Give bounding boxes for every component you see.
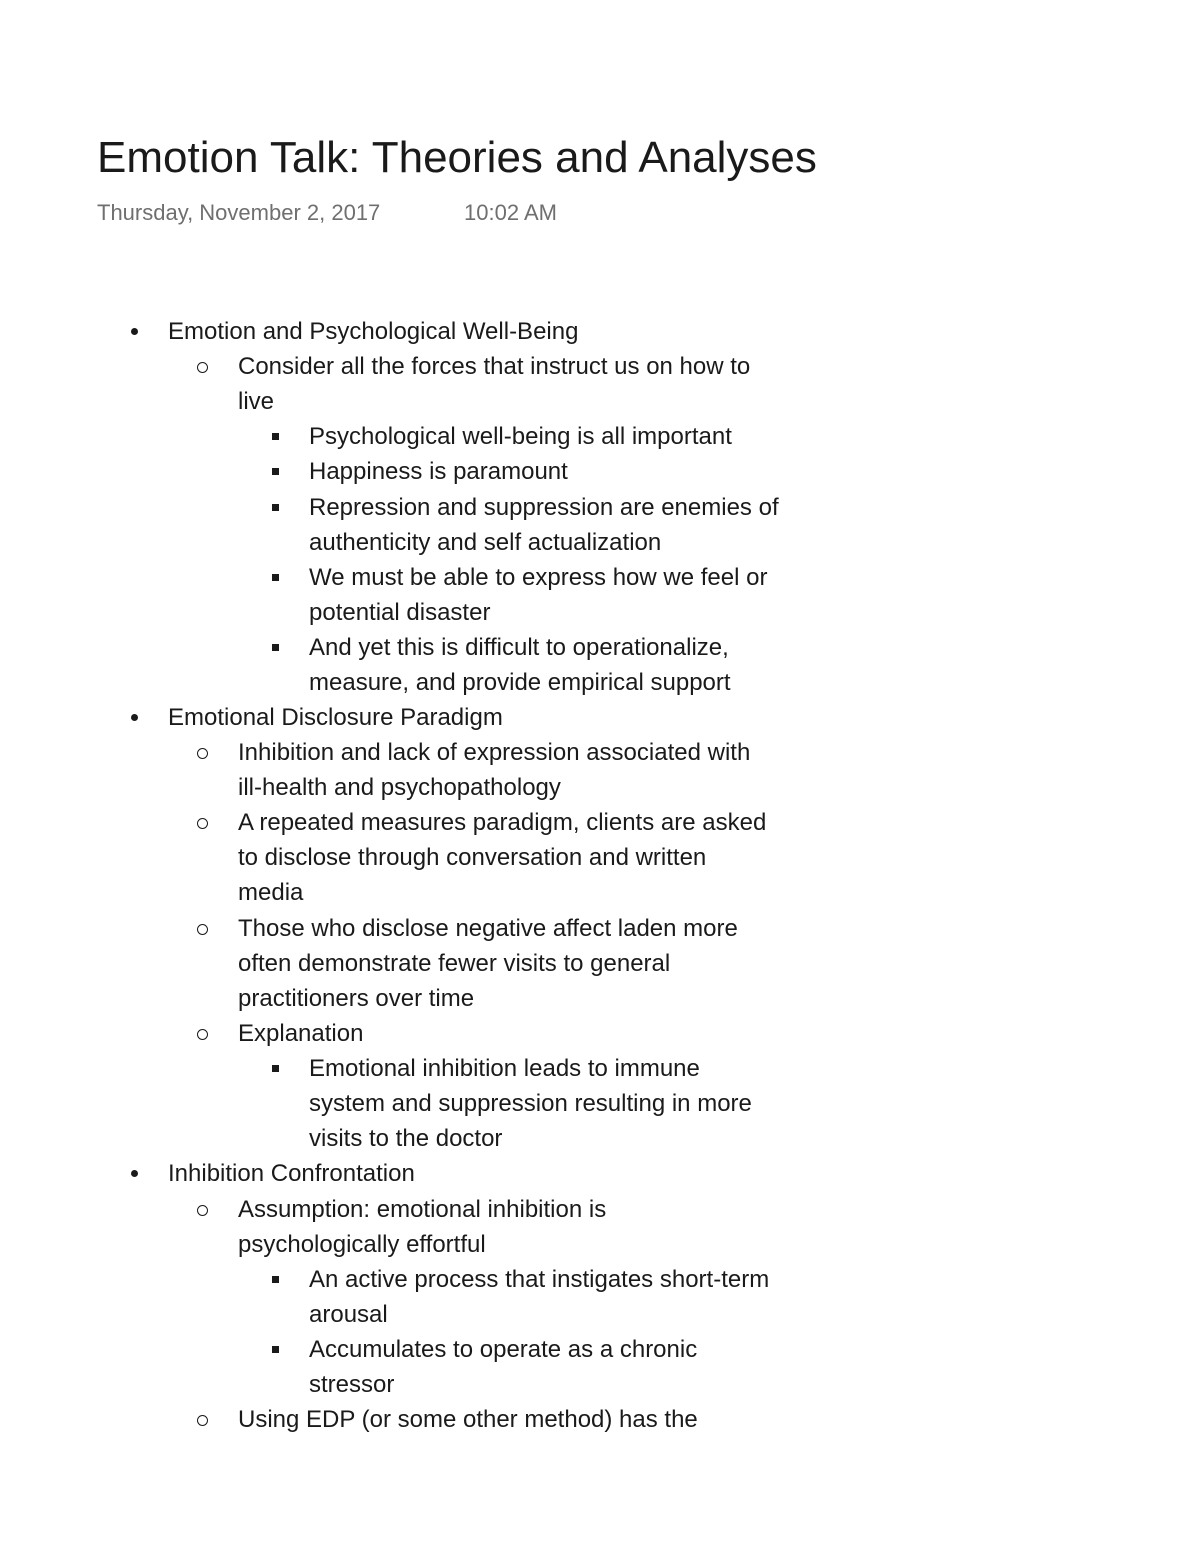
outline-item-level-3 bbox=[309, 560, 839, 630]
outline-item-text: Psychological well-being is all important bbox=[309, 423, 732, 451]
outline-item-text: And yet this is difficult to operationalize, measure, and provide empirical support bbox=[309, 633, 731, 696]
outline-item-text: Assumption: emotional inhibition is psychologically effortful bbox=[238, 1195, 607, 1258]
note-date: Thursday, November 2, 2017 bbox=[97, 200, 381, 225]
bullet-dot-icon bbox=[131, 714, 138, 721]
bullet-circle-icon bbox=[197, 362, 208, 373]
note-time: 10:02 AM bbox=[464, 200, 557, 225]
outline-item-text: Emotion and Psychological Well-Being bbox=[168, 318, 579, 345]
bullet-dot-icon bbox=[131, 328, 138, 335]
outline-item-text: Emotional inhibition leads to immune system and suppression resulting in more visits to the doctor bbox=[309, 1055, 752, 1153]
outline-item-level-3 bbox=[309, 419, 839, 454]
bullet-dot-icon bbox=[131, 1170, 138, 1177]
bullet-circle-icon bbox=[197, 1029, 208, 1040]
bullet-circle-icon bbox=[197, 1205, 208, 1216]
outline-item-level-2 bbox=[238, 911, 838, 1016]
outline-item-level-3 bbox=[309, 1332, 839, 1402]
outline-item-text: Repression and suppression are enemies of authenticity and self actualization bbox=[309, 493, 779, 556]
outline-item-text: Consider all the forces that instruct us on how to live bbox=[238, 353, 751, 416]
outline-item-text: An active process that instigates short-term arousal bbox=[309, 1265, 770, 1328]
bullet-square-icon bbox=[272, 644, 279, 651]
bullet-square-icon bbox=[272, 1346, 279, 1353]
page-title: Emotion Talk: Theories and Analyses bbox=[97, 133, 817, 182]
outline-item-level-2 bbox=[238, 805, 838, 910]
bullet-square-icon bbox=[272, 433, 279, 440]
outline-item-level-2 bbox=[238, 349, 838, 419]
bullet-circle-icon bbox=[197, 748, 208, 759]
outline-item-text: A repeated measures paradigm, clients are asked to disclose through conversation and written media bbox=[238, 809, 767, 907]
bullet-square-icon bbox=[272, 1065, 279, 1072]
outline-item-text: Those who disclose negative affect laden more often demonstrate fewer visits to general practitioners over time bbox=[238, 914, 738, 1012]
outline-item-level-3 bbox=[309, 454, 839, 489]
outline-item-level-3 bbox=[309, 1262, 839, 1332]
outline-item-level-2 bbox=[238, 1402, 838, 1437]
outline-item-text: Explanation bbox=[238, 1020, 364, 1047]
bullet-square-icon bbox=[272, 574, 279, 581]
bullet-circle-icon bbox=[197, 924, 208, 935]
bullet-square-icon bbox=[272, 1276, 279, 1283]
outline-item-text: Emotional Disclosure Paradigm bbox=[168, 704, 503, 732]
outline-item-text: We must be able to express how we feel or potential disaster bbox=[309, 563, 768, 626]
outline-item-level-3 bbox=[309, 630, 839, 700]
outline-item-level-2 bbox=[238, 1016, 838, 1051]
outline-item-text: Using EDP (or some other method) has the bbox=[238, 1406, 698, 1434]
outline-item-level-1 bbox=[168, 314, 818, 349]
bullet-square-icon bbox=[272, 504, 279, 511]
bullet-square-icon bbox=[272, 468, 279, 475]
outline-item-level-3 bbox=[309, 1051, 839, 1156]
outline-item-text: Happiness is paramount bbox=[309, 458, 568, 486]
outline-item-text: Accumulates to operate as a chronic stressor bbox=[309, 1335, 698, 1398]
outline-item-text: Inhibition Confrontation bbox=[168, 1160, 415, 1188]
outline-item-level-1 bbox=[168, 1156, 818, 1191]
outline-item-level-2 bbox=[238, 735, 838, 805]
bullet-circle-icon bbox=[197, 1415, 208, 1426]
outline-item-level-3 bbox=[309, 490, 839, 560]
bullet-circle-icon bbox=[197, 818, 208, 829]
outline-item-text: Inhibition and lack of expression associated with ill-health and psychopathology bbox=[238, 739, 751, 802]
outline-item-level-2 bbox=[238, 1192, 838, 1262]
outline-item-level-1 bbox=[168, 700, 818, 735]
